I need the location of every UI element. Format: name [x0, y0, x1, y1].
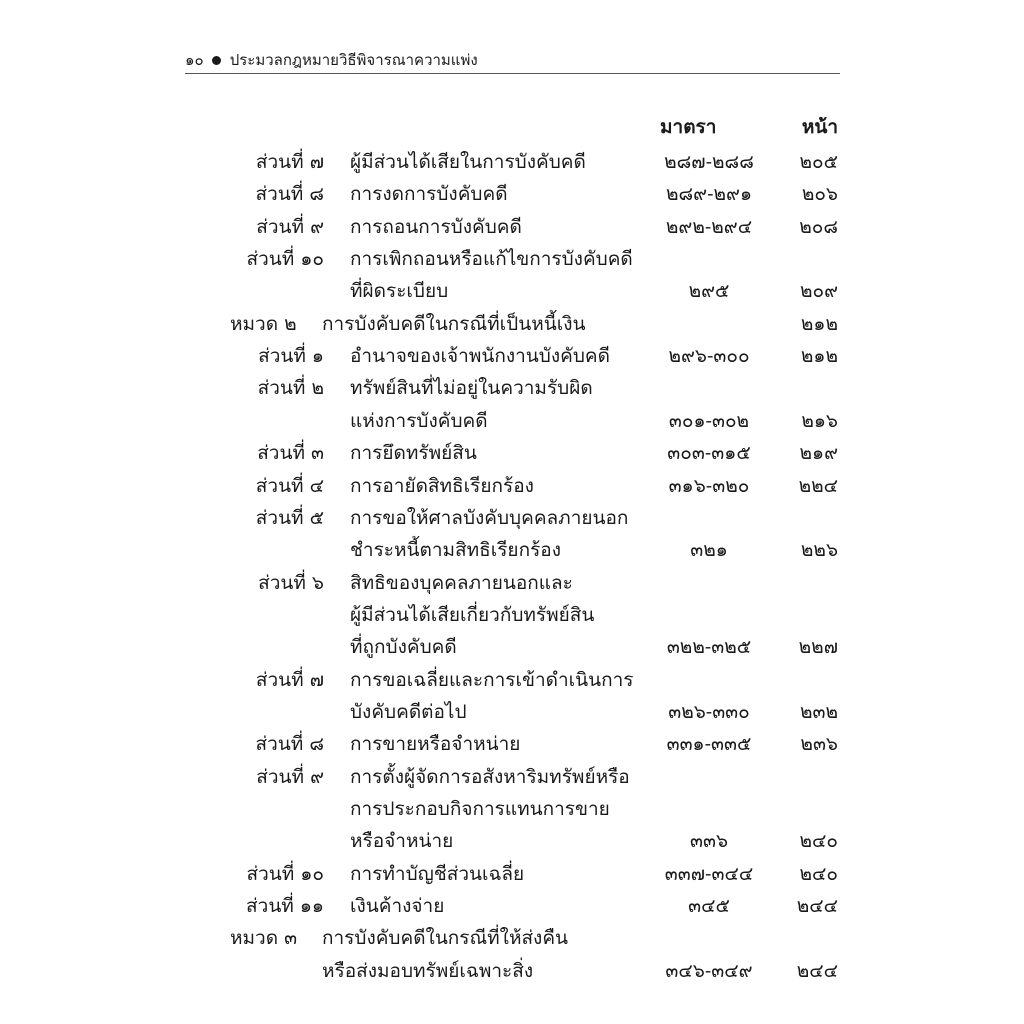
- section-range: ๒๙๒-๒๙๔: [665, 215, 753, 238]
- part-label: ส่วนที่ ๑๐: [246, 862, 324, 885]
- running-header: [185, 48, 840, 72]
- entry-title: ชำระหนี้ตามสิทธิเรียกร้อง: [350, 539, 561, 562]
- entry-title: หรือส่งมอบทรัพย์เฉพาะสิ่ง: [322, 959, 534, 982]
- part-label: ส่วนที่ ๙: [256, 215, 324, 238]
- entry-title: การบังคับคดีในกรณีที่เป็นหนี้เงิน: [322, 312, 586, 335]
- part-label: ส่วนที่ ๒: [257, 377, 324, 400]
- page-ref: ๒๐๖: [801, 183, 838, 206]
- page-ref: ๒๑๒: [800, 345, 838, 368]
- toc-entry-line: [0, 178, 1024, 210]
- entry-title: การประกอบกิจการแทนการขาย: [350, 798, 610, 820]
- section-range: ๓๓๖: [689, 830, 729, 853]
- entry-title: การขอให้ศาลบังคับบุคคลภายนอก: [350, 506, 629, 529]
- entry-title: เงินค้างจ่าย: [350, 895, 445, 918]
- entry-title: แห่งการบังคับคดี: [350, 409, 488, 432]
- toc-chapter-line: [0, 922, 1024, 954]
- section-range: ๓๐๓-๓๑๕: [667, 442, 751, 465]
- part-label: ส่วนที่ ๔: [255, 474, 324, 497]
- toc-entry-line: [0, 825, 1024, 857]
- entry-title: การเพิกถอนหรือแก้ไขการบังคับคดี: [350, 248, 633, 271]
- page-ref: ๒๐๘: [799, 215, 838, 238]
- page-ref: ๒๒๗: [798, 636, 838, 659]
- toc-entry-line: [0, 437, 1024, 469]
- entry-title: ผู้มีส่วนได้เสียเกี่ยวกับทรัพย์สิน: [350, 603, 595, 626]
- toc-entry-line: [0, 664, 1024, 696]
- section-range: ๓๑๖-๓๒๐: [668, 474, 750, 497]
- toc-entry-line: [0, 146, 1024, 178]
- page-ref: ๒๓๒: [799, 700, 838, 723]
- entry-title: หรือจำหน่าย: [350, 830, 454, 853]
- toc-entry-line: [0, 340, 1024, 372]
- toc-entry-line: [0, 405, 1024, 437]
- section-range: ๓๐๑-๓๐๒: [668, 409, 750, 432]
- toc-entry-line: [0, 728, 1024, 760]
- entry-title: ที่ผิดระเบียบ: [350, 280, 449, 303]
- page-number: ๑๐: [185, 51, 204, 69]
- entry-title: อำนาจของเจ้าพนักงานบังคับคดี: [350, 345, 610, 368]
- column-header-section: มาตรา: [660, 116, 717, 138]
- page-ref: ๒๔๐: [799, 862, 838, 885]
- chapter-label: หมวด ๒: [230, 312, 297, 335]
- header-rule: [185, 73, 840, 74]
- toc-entry-line: [0, 567, 1024, 599]
- entry-title: การงดการบังคับคดี: [350, 183, 508, 206]
- section-range: ๓๔๖-๓๔๙: [665, 959, 753, 982]
- toc-chapter-line: [0, 955, 1024, 987]
- page-ref: ๒๑๙: [799, 442, 838, 465]
- entry-title: บังคับคดีต่อไป: [350, 700, 467, 723]
- toc-entry-line: [0, 211, 1024, 243]
- entry-title: การทำบัญชีส่วนเฉลี่ย: [350, 862, 525, 885]
- entry-title: ทรัพย์สินที่ไม่อยู่ในความรับผิด: [350, 377, 593, 400]
- section-range: ๓๓๑-๓๓๕: [666, 733, 752, 756]
- section-range: ๓๒๒-๓๒๕: [666, 636, 752, 659]
- part-label: ส่วนที่ ๕: [255, 506, 324, 529]
- page-ref: ๒๒๖: [800, 539, 838, 562]
- entry-title: การยึดทรัพย์สิน: [350, 442, 477, 465]
- part-label: ส่วนที่ ๗: [255, 151, 324, 173]
- part-label: ส่วนที่ ๖: [258, 571, 324, 594]
- part-label: ส่วนที่ ๘: [255, 733, 324, 756]
- section-range: ๓๒๖-๓๓๐: [668, 700, 750, 723]
- section-range: ๓๓๗-๓๔๔: [664, 862, 754, 885]
- part-label: ส่วนที่ ๘: [255, 183, 324, 206]
- part-label: ส่วนที่ ๙: [256, 765, 324, 788]
- section-range: ๒๘๙-๒๙๑: [665, 183, 753, 206]
- entry-title: สิทธิของบุคคลภายนอกและ: [350, 571, 573, 594]
- toc-entry-line: [0, 470, 1024, 502]
- toc-entry-line: [0, 534, 1024, 566]
- section-range: ๓๔๕: [688, 895, 730, 918]
- page-ref: ๒๒๔: [798, 474, 838, 497]
- entry-title: ที่ถูกบังคับคดี: [350, 636, 457, 659]
- entry-title: การถอนการบังคับคดี: [350, 215, 522, 238]
- part-label: ส่วนที่ ๗: [255, 668, 324, 691]
- toc-chapter-line: [0, 308, 1024, 340]
- part-label: ส่วนที่ ๑๐: [246, 248, 324, 271]
- part-label: ส่วนที่ ๑๑: [246, 895, 324, 918]
- bullet-icon: [212, 56, 221, 65]
- page-ref: ๒๔๔: [796, 959, 838, 982]
- section-range: ๓๒๑: [690, 539, 728, 562]
- toc-entry-line: [0, 599, 1024, 631]
- page-ref: ๒๐๕: [799, 151, 838, 173]
- entry-title: การตั้งผู้จัดการอสังหาริมทรัพย์หรือ: [350, 765, 630, 788]
- page-ref: ๒๑๖: [801, 409, 838, 432]
- page-ref: ๒๐๙: [799, 280, 838, 303]
- page-ref: ๒๔๐: [799, 830, 838, 853]
- page-ref: ๒๔๔: [796, 895, 838, 918]
- page-ref: ๒๓๖: [800, 733, 838, 756]
- book-title: ประมวลกฎหมายวิธีพิจารณาความแพ่ง: [229, 51, 478, 69]
- part-label: ส่วนที่ ๑: [258, 345, 324, 368]
- toc-entry-line: [0, 696, 1024, 728]
- section-range: ๒๘๗-๒๘๘: [664, 151, 754, 173]
- entry-title: ผู้มีส่วนได้เสียในการบังคับคดี: [350, 151, 586, 173]
- toc-entry-line: [0, 243, 1024, 275]
- toc-entry-line: [0, 372, 1024, 404]
- entry-title: การอายัดสิทธิเรียกร้อง: [350, 474, 534, 497]
- chapter-label: หมวด ๓: [230, 927, 298, 950]
- toc-entry-line: [0, 275, 1024, 307]
- entry-title: การขายหรือจำหน่าย: [350, 733, 521, 756]
- toc-entry-line: [0, 793, 1024, 825]
- section-range: ๒๙๖-๓๐๐: [668, 345, 750, 368]
- toc-entry-line: [0, 502, 1024, 534]
- page-ref: ๒๑๒: [800, 312, 838, 335]
- toc-entry-line: [0, 761, 1024, 793]
- entry-title: การขอเฉลี่ยและการเข้าดำเนินการ: [350, 668, 634, 691]
- column-header-page: หน้า: [801, 116, 838, 138]
- section-range: ๒๙๕: [688, 280, 730, 303]
- toc-entry-line: [0, 631, 1024, 663]
- toc-entry-line: [0, 858, 1024, 890]
- toc-entry-line: [0, 890, 1024, 922]
- part-label: ส่วนที่ ๓: [257, 442, 324, 465]
- entry-title: การบังคับคดีในกรณีที่ให้ส่งคืน: [322, 927, 569, 950]
